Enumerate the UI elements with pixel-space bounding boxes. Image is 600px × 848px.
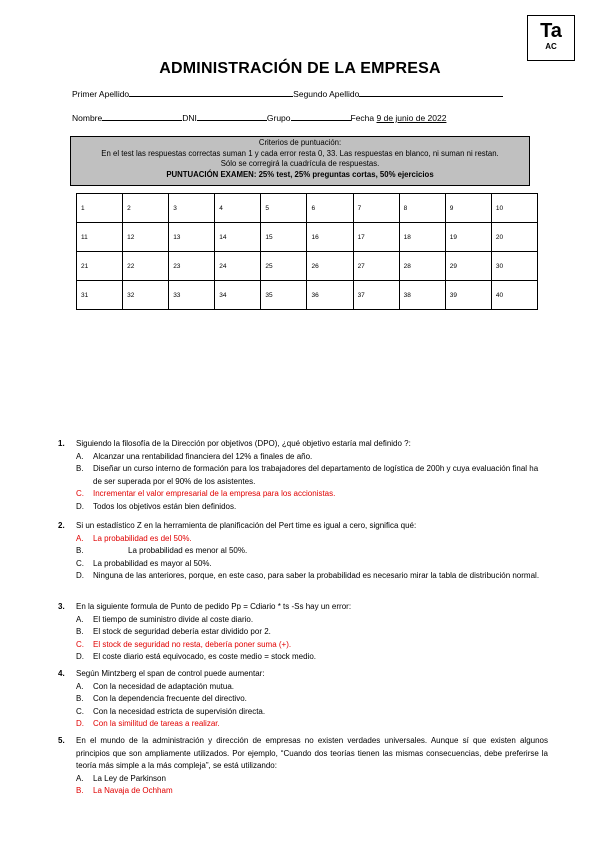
criteria-line-2: Sólo se corregirá la cuadrícula de respuestas. [220, 159, 380, 168]
primer-apellido-label: Primer Apellido [72, 89, 130, 99]
question-text: En la siguiente formula de Punto de pedido Pp = Cdiario * ts -Ss hay un error: [76, 602, 352, 611]
option-text: Con la dependencia frecuente del directivo. [93, 694, 247, 704]
option-text: Alcanzar una rentabilidad financiera del 12% a finales de año. [93, 451, 313, 461]
surname-row [72, 87, 503, 99]
option-b[interactable] [58, 545, 548, 558]
answer-cell[interactable]: 4 [215, 194, 261, 223]
option-d[interactable] [58, 651, 548, 664]
option-letter: C. [76, 706, 84, 716]
option-b[interactable] [58, 693, 548, 706]
question-4 [58, 668, 548, 731]
grid-row [77, 281, 538, 310]
option-b[interactable] [58, 463, 548, 488]
question-text: Según Mintzberg el span de control puede aumentar: [76, 669, 265, 678]
answer-cell[interactable]: 27 [353, 252, 399, 281]
grupo-label: Grupo [266, 113, 291, 123]
option-c[interactable] [58, 558, 548, 571]
grid-row [77, 223, 538, 252]
option-text: Diseñar un curso interno de formación para los trabajadores del departamento de logística de 200h y cuya evaluación final ha de ser superada por el 90% de los asistentes. [93, 464, 539, 486]
option-letter: C. [76, 639, 84, 649]
question-1 [58, 438, 548, 514]
nombre-label: Nombre [72, 113, 103, 123]
option-letter: B. [76, 694, 84, 704]
answer-cell[interactable]: 9 [445, 194, 491, 223]
option-a[interactable] [58, 451, 548, 464]
option-c[interactable] [58, 706, 548, 719]
exam-type-subcode: AC [545, 42, 557, 51]
option-d[interactable] [58, 570, 548, 583]
answer-cell[interactable]: 2 [123, 194, 169, 223]
option-letter: A. [76, 681, 84, 691]
answer-cell[interactable]: 6 [307, 194, 353, 223]
segundo-apellido-field[interactable] [359, 87, 503, 97]
answer-cell[interactable]: 30 [491, 252, 537, 281]
question-number: 2. [58, 521, 65, 530]
option-text: La Navaja de Ochham [93, 786, 173, 796]
option-a[interactable] [58, 614, 548, 627]
answer-cell[interactable]: 17 [353, 223, 399, 252]
answer-cell[interactable]: 37 [353, 281, 399, 310]
answer-cell[interactable]: 5 [261, 194, 307, 223]
question-2 [58, 520, 548, 583]
option-a-correct[interactable] [58, 533, 548, 546]
option-letter: B. [76, 546, 84, 556]
question-text: Si un estadístico Z en la herramienta de planificación del Pert time es igual a cero, significa qué: [76, 521, 417, 530]
fecha-label: Fecha [350, 113, 375, 123]
option-text: El stock de seguridad no resta, debería poner suma (+). [93, 639, 292, 649]
option-text: El tiempo de suministro divide al coste diario. [93, 614, 254, 624]
answer-cell[interactable]: 31 [77, 281, 123, 310]
option-letter: A. [76, 773, 84, 783]
option-d-correct[interactable] [58, 718, 548, 731]
criteria-line-1: En el test las respuestas correctas suman 1 y cada error resta 0, 33. Las respuestas en blanco, ni suman ni restan. [101, 148, 499, 158]
page-title: ADMINISTRACIÓN DE LA EMPRESA [159, 60, 441, 77]
option-letter: B. [76, 464, 84, 474]
scoring-criteria-box [70, 136, 530, 186]
segundo-apellido-label: Segundo Apellido [293, 89, 360, 99]
option-letter: C. [76, 489, 84, 499]
answer-cell[interactable]: 8 [399, 194, 445, 223]
option-text: Ninguna de las anteriores, porque, en este caso, para saber la probabilidad es necesario mirar la tabla de distribución normal. [93, 571, 540, 581]
grid-row [77, 194, 538, 223]
criteria-line-3: PUNTUACIÓN EXAMEN: 25% test, 25% preguntas cortas, 50% ejercicios [166, 169, 434, 179]
answer-cell[interactable]: 28 [399, 252, 445, 281]
answer-cell[interactable]: 38 [399, 281, 445, 310]
option-text: La probabilidad es del 50%. [93, 533, 192, 543]
option-text: Con la similitud de tareas a realizar. [93, 719, 220, 729]
answer-grid [76, 193, 538, 310]
question-5 [58, 735, 548, 798]
answer-cell[interactable]: 36 [307, 281, 353, 310]
grid-row [77, 252, 538, 281]
answer-cell[interactable]: 26 [307, 252, 353, 281]
option-letter: B. [76, 627, 84, 637]
answer-cell[interactable]: 19 [445, 223, 491, 252]
option-letter: D. [76, 652, 84, 662]
question-number: 5. [58, 736, 65, 745]
question-text: En el mundo de la administración y dirección de empresas no existen verdades universales. Aunque sí que existen algunos principios que son ampliamente utilizados. Por ejemplo, “Cuando dos teorías tienen las mismas consecuencias, debe preferirse la teoría más simple a la más compleja”, se está utilizando: [76, 736, 548, 771]
answer-cell[interactable]: 13 [169, 223, 215, 252]
option-text: El coste diario está equivocado, es coste medio = stock medio. [93, 652, 317, 662]
answer-cell[interactable]: 24 [215, 252, 261, 281]
answer-cell[interactable]: 11 [77, 223, 123, 252]
criteria-heading: Criterios de puntuación: [258, 138, 342, 147]
option-text: La probabilidad es mayor al 50%. [93, 558, 212, 568]
question-stem [58, 735, 548, 773]
identity-row [72, 111, 446, 123]
question-stem [58, 601, 548, 614]
fecha-value: 9 de junio de 2022 [376, 113, 447, 123]
option-letter: D. [76, 571, 84, 581]
grupo-field[interactable] [291, 111, 351, 121]
answer-cell[interactable]: 40 [491, 281, 537, 310]
question-stem [58, 520, 548, 533]
dni-label: DNI [182, 113, 197, 123]
answer-cell[interactable]: 7 [353, 194, 399, 223]
answer-cell[interactable]: 10 [491, 194, 537, 223]
answer-cell[interactable]: 34 [215, 281, 261, 310]
option-c-correct[interactable] [58, 639, 548, 652]
option-b[interactable] [58, 626, 548, 639]
answer-cell[interactable]: 23 [169, 252, 215, 281]
option-a[interactable] [58, 773, 548, 786]
option-text: Con la necesidad de adaptación mutua. [93, 681, 234, 691]
option-text: La probabilidad es menor al 50%. [128, 546, 248, 556]
answer-cell[interactable]: 20 [491, 223, 537, 252]
answer-cell[interactable]: 32 [123, 281, 169, 310]
option-d[interactable] [58, 501, 548, 514]
answer-cell[interactable]: 35 [261, 281, 307, 310]
dni-field[interactable] [197, 111, 267, 121]
option-letter: A. [76, 451, 84, 461]
answer-cell[interactable]: 16 [307, 223, 353, 252]
option-text: Todos los objetivos están bien definidos. [93, 501, 237, 511]
option-text: La Ley de Parkinson [93, 773, 166, 783]
option-letter: C. [76, 558, 84, 568]
answer-cell[interactable]: 33 [169, 281, 215, 310]
answer-cell[interactable]: 12 [123, 223, 169, 252]
answer-cell[interactable]: 39 [445, 281, 491, 310]
exam-type-badge [527, 15, 575, 61]
option-letter: D. [76, 501, 84, 511]
option-letter: A. [76, 533, 84, 543]
option-letter: D. [76, 719, 84, 729]
answer-cell[interactable]: 3 [169, 194, 215, 223]
primer-apellido-field[interactable] [129, 87, 293, 97]
nombre-field[interactable] [102, 111, 182, 121]
answer-cell[interactable]: 18 [399, 223, 445, 252]
answer-cell[interactable]: 22 [123, 252, 169, 281]
answer-cell[interactable]: 29 [445, 252, 491, 281]
question-3 [58, 601, 548, 664]
option-text: Incrementar el valor empresarial de la empresa para los accionistas. [93, 489, 336, 499]
question-stem [58, 438, 548, 451]
question-number: 1. [58, 439, 65, 448]
question-number: 4. [58, 669, 65, 678]
option-b-correct[interactable] [58, 785, 548, 798]
question-stem [58, 668, 548, 681]
option-text: Con la necesidad estricta de supervisión directa. [93, 706, 266, 716]
option-letter: A. [76, 614, 84, 624]
question-text: Siguiendo la filosofía de la Dirección por objetivos (DPO), ¿qué objetivo estaría mal definido ?: [76, 439, 411, 448]
option-c-correct[interactable] [58, 488, 548, 501]
option-a[interactable] [58, 681, 548, 694]
question-number: 3. [58, 602, 65, 611]
answer-cell[interactable]: 21 [77, 252, 123, 281]
option-text: El stock de seguridad debería estar dividido por 2. [93, 627, 271, 637]
answer-cell[interactable]: 1 [77, 194, 123, 223]
exam-type-code: Ta [540, 20, 562, 42]
answer-cell[interactable]: 15 [261, 223, 307, 252]
answer-cell[interactable]: 14 [215, 223, 261, 252]
answer-cell[interactable]: 25 [261, 252, 307, 281]
option-letter: B. [76, 786, 84, 796]
